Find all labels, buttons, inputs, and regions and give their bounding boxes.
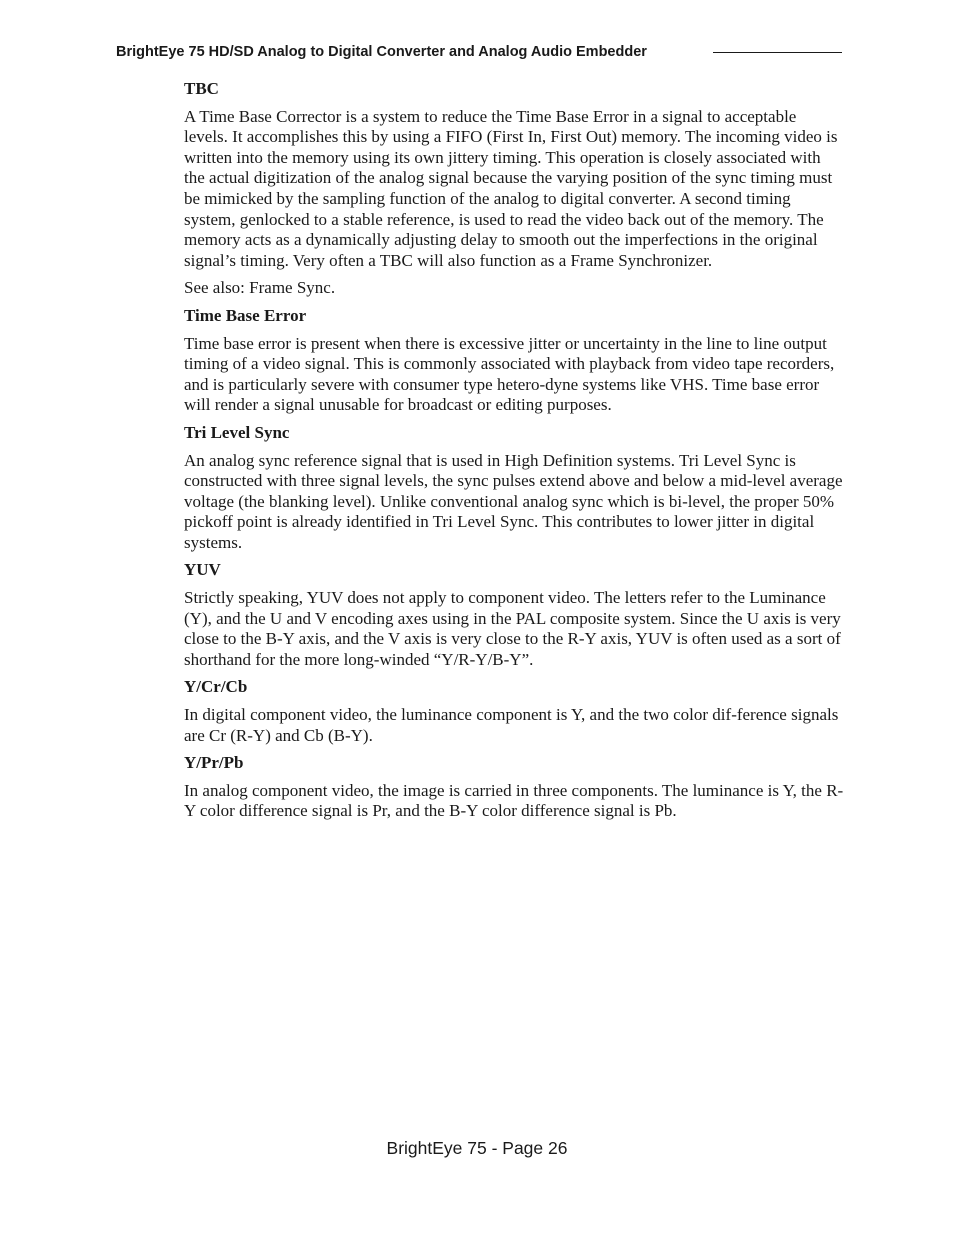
term-heading: Tri Level Sync — [184, 422, 290, 442]
glossary-entry-yuv — [184, 560, 844, 670]
term-heading: YUV — [184, 560, 221, 580]
term-heading: Time Base Error — [184, 305, 307, 325]
definition-paragraph: In digital component video, the luminance component is Y, and the two color dif-ference signals are Cr (R-Y) and Cb (B-Y). — [184, 705, 839, 745]
definition-paragraph: In analog component video, the image is carried in three components. The luminance is Y, the R-Y color difference signal is Pr, and the B-Y color difference signal is Pb. — [184, 780, 844, 821]
page-header — [116, 42, 842, 62]
glossary-entry-tbc — [184, 79, 844, 299]
definition-paragraph: Strictly speaking, YUV does not apply to component video. The letters refer to the Luminance (Y), and the U and V encoding axes using in the PAL composite system. Since the U axis is very close to the B-Y axis, and the V axis is very close to the R-Y axis, YUV is often used as a sort of shorthand for the more long-winded “Y/R-Y/B-Y”. — [184, 588, 841, 669]
see-also-paragraph: See also: Frame Sync. — [184, 278, 336, 298]
definition-paragraph: An analog sync reference signal that is used in High Definition systems. Tri Level Sync is constructed with three signal levels, the sync pulses extend above and below a mid-level average voltage (the blanking level). Unlike conventional analog sync which is bi-level, the proper 50% pickoff point is already identified in Tri Level Sync. This contributes to lower jitter in digital systems. — [184, 450, 843, 552]
page-number-label: BrightEye 75 - Page 26 — [386, 1138, 568, 1158]
glossary-entry-y-pr-pb — [184, 753, 844, 822]
glossary-content — [184, 79, 844, 829]
header-rule — [713, 52, 842, 53]
glossary-entry-time-base-error — [184, 306, 844, 416]
glossary-entry-tri-level-sync — [184, 423, 844, 554]
term-heading: Y/Pr/Pb — [184, 753, 244, 773]
definition-paragraph: Time base error is present when there is excessive jitter or uncertainty in the line to line output timing of a video signal. This is commonly associated with playback from video tape recorders, and is particularly severe with consumer type hetero-dyne systems like VHS. Time base error will render a signal unusable for broadcast or editing purposes. — [184, 333, 835, 415]
page-footer — [0, 1136, 954, 1160]
term-heading: Y/Cr/Cb — [184, 677, 248, 697]
glossary-entry-y-cr-cb — [184, 677, 844, 746]
header-title: BrightEye 75 HD/SD Analog to Digital Converter and Analog Audio Embedder — [116, 44, 647, 60]
term-heading: TBC — [184, 79, 219, 98]
definition-paragraph: A Time Base Corrector is a system to reduce the Time Base Error in a signal to acceptable levels. It accomplishes this by using a FIFO (First In, First Out) memory. The incoming video is written into the memory using its own jittery timing. This operation is closely associated with the actual digitization of the analog signal because the varying position of the sync timing must be mimicked by the sampling function of the analog to digital converter. A second timing system, genlocked to a stable reference, is used to read the video back out of the memory. The memory acts as a dynamically adjusting delay to smooth out the imperfections in the original signal’s timing. Very often a TBC will also function as a Frame Synchronizer. — [184, 106, 838, 270]
